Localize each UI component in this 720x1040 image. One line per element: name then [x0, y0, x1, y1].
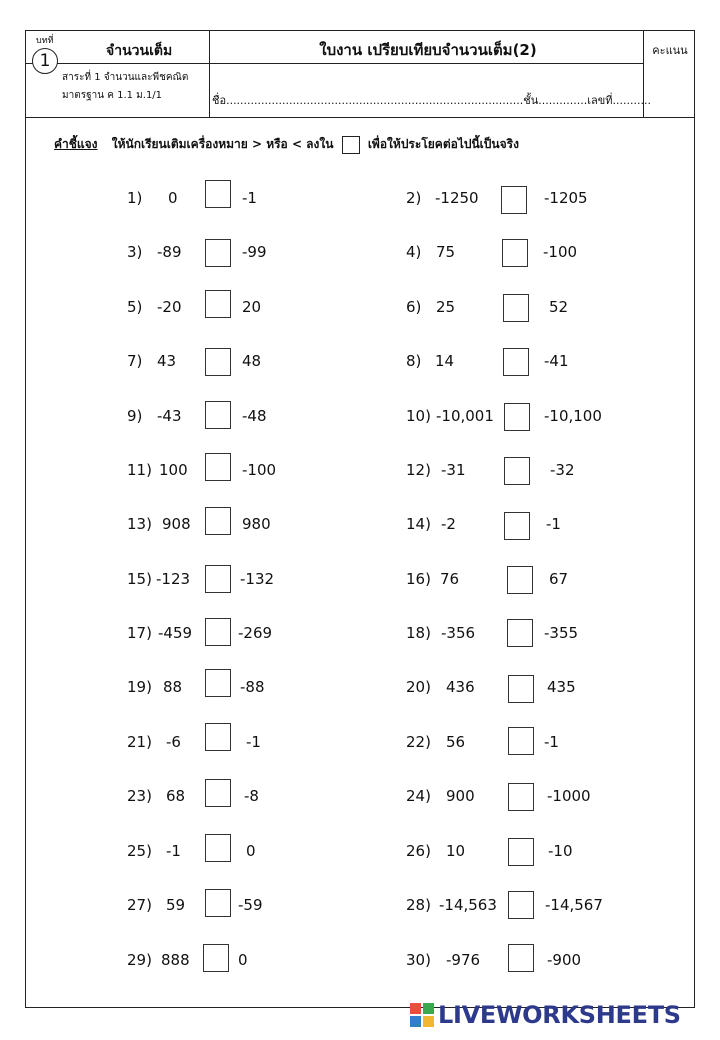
item-right-value: -100 — [242, 461, 277, 479]
answer-box[interactable] — [205, 507, 231, 535]
strand-line: สาระที่ 1 จำนวนและพีชคณิต — [62, 72, 189, 83]
item-number: 13) — [127, 515, 152, 533]
item-number: 25) — [127, 842, 152, 860]
name-class-number-line: ชื่อ.....................................................................................ชั้น..............เลขที่........... — [212, 94, 651, 107]
answer-box[interactable] — [508, 891, 534, 919]
answer-box[interactable] — [205, 239, 231, 267]
instruction-label: คำชี้แจง — [54, 137, 98, 151]
item-number: 1) — [127, 189, 143, 207]
item-left-value: -43 — [157, 407, 182, 425]
item-left-value: -459 — [158, 624, 193, 642]
item-right-value: -1 — [246, 733, 261, 751]
answer-box[interactable] — [503, 348, 529, 376]
item-right-value: 435 — [547, 678, 576, 696]
item-left-value: -356 — [441, 624, 476, 642]
item-left-value: 76 — [440, 570, 460, 588]
item-left-value: -89 — [157, 243, 182, 261]
answer-box[interactable] — [508, 675, 534, 703]
answer-box[interactable] — [205, 723, 231, 751]
item-right-value: -59 — [238, 896, 263, 914]
item-left-value: -10,001 — [436, 407, 494, 425]
item-number: 2) — [406, 189, 422, 207]
item-number: 20) — [406, 678, 431, 696]
item-left-value: 900 — [446, 787, 475, 805]
item-right-value: 67 — [549, 570, 569, 588]
answer-box[interactable] — [205, 453, 231, 481]
item-number: 3) — [127, 243, 143, 261]
item-left-value: 10 — [446, 842, 466, 860]
item-left-value: 888 — [161, 951, 190, 969]
item-right-value: -10,100 — [544, 407, 602, 425]
answer-box[interactable] — [205, 834, 231, 862]
item-left-value: -31 — [441, 461, 466, 479]
chapter-tag: บทที่ — [36, 36, 54, 46]
chapter-number: 1 — [32, 48, 58, 74]
item-right-value: -8 — [244, 787, 259, 805]
answer-box[interactable] — [205, 348, 231, 376]
liveworksheets-logo-icon — [410, 1003, 434, 1027]
worksheet-header — [26, 31, 694, 118]
answer-box[interactable] — [504, 457, 530, 485]
item-number: 17) — [127, 624, 152, 642]
answer-box[interactable] — [503, 294, 529, 322]
answer-box[interactable] — [504, 403, 530, 431]
item-right-value: 0 — [246, 842, 256, 860]
header-divider — [209, 31, 210, 117]
item-left-value: -1 — [166, 842, 181, 860]
item-number: 14) — [406, 515, 431, 533]
item-left-value: -6 — [166, 733, 181, 751]
instruction-text: ให้นักเรียนเติมเครื่องหมาย > หรือ < ลงใน — [111, 137, 334, 151]
answer-box[interactable] — [203, 944, 229, 972]
header-row-divider — [26, 63, 643, 64]
item-right-value: -1 — [544, 733, 559, 751]
item-number: 30) — [406, 951, 431, 969]
item-right-value: 48 — [242, 352, 262, 370]
item-number: 23) — [127, 787, 152, 805]
item-right-value: -14,567 — [545, 896, 603, 914]
item-left-value: 25 — [436, 298, 456, 316]
item-right-value: -100 — [543, 243, 578, 261]
unit-title: จำนวนเต็ม — [106, 43, 173, 59]
item-number: 24) — [406, 787, 431, 805]
item-right-value: -132 — [240, 570, 275, 588]
item-number: 22) — [406, 733, 431, 751]
answer-box[interactable] — [508, 944, 534, 972]
item-number: 6) — [406, 298, 422, 316]
instruction-text-end: เพื่อให้ประโยคต่อไปนี้เป็นจริง — [367, 137, 519, 151]
item-number: 5) — [127, 298, 143, 316]
item-left-value: 56 — [446, 733, 466, 751]
answer-box[interactable] — [504, 512, 530, 540]
item-right-value: 980 — [242, 515, 271, 533]
item-right-value: -269 — [238, 624, 273, 642]
item-right-value: 0 — [238, 951, 248, 969]
item-right-value: -1000 — [547, 787, 591, 805]
item-right-value: -1 — [546, 515, 561, 533]
item-number: 10) — [406, 407, 431, 425]
item-left-value: 100 — [159, 461, 188, 479]
item-number: 16) — [406, 570, 431, 588]
item-left-value: 59 — [166, 896, 186, 914]
item-number: 27) — [127, 896, 152, 914]
item-left-value: 908 — [162, 515, 191, 533]
item-left-value: -123 — [156, 570, 191, 588]
item-left-value: 88 — [163, 678, 183, 696]
answer-box[interactable] — [205, 565, 231, 593]
item-number: 11) — [127, 461, 152, 479]
item-right-value: -48 — [242, 407, 267, 425]
standard-line: มาตรฐาน ค 1.1 ม.1/1 — [62, 90, 163, 101]
item-right-value: -10 — [548, 842, 573, 860]
item-left-value: -1250 — [435, 189, 479, 207]
item-number: 15) — [127, 570, 152, 588]
item-right-value: -355 — [544, 624, 579, 642]
item-right-value: -32 — [550, 461, 575, 479]
score-label: คะแนน — [652, 44, 688, 57]
item-left-value: 75 — [436, 243, 456, 261]
strand-info — [62, 69, 188, 105]
item-number: 12) — [406, 461, 431, 479]
item-right-value: -88 — [240, 678, 265, 696]
item-right-value: -1205 — [544, 189, 588, 207]
item-right-value: -1 — [242, 189, 257, 207]
answer-box[interactable] — [501, 186, 527, 214]
item-right-value: 52 — [549, 298, 569, 316]
answer-box[interactable] — [502, 239, 528, 267]
answer-box[interactable] — [205, 669, 231, 697]
answer-box[interactable] — [205, 180, 231, 208]
answer-box[interactable] — [205, 779, 231, 807]
item-left-value: -976 — [446, 951, 481, 969]
item-number: 29) — [127, 951, 152, 969]
item-number: 9) — [127, 407, 143, 425]
instruction — [54, 135, 519, 154]
item-right-value: -99 — [242, 243, 267, 261]
item-left-value: -20 — [157, 298, 182, 316]
answer-box-sample — [342, 136, 360, 154]
answer-box[interactable] — [508, 783, 534, 811]
worksheet-frame — [25, 30, 695, 1008]
item-number: 7) — [127, 352, 143, 370]
answer-box[interactable] — [205, 889, 231, 917]
item-left-value: 14 — [435, 352, 455, 370]
item-left-value: 68 — [166, 787, 186, 805]
item-number: 4) — [406, 243, 422, 261]
item-left-value: 0 — [168, 189, 178, 207]
sheet-title: ใบงาน เปรียบเทียบจำนวนเต็ม(2) — [319, 41, 537, 59]
answer-box[interactable] — [507, 619, 533, 647]
answer-box[interactable] — [205, 401, 231, 429]
item-number: 28) — [406, 896, 431, 914]
answer-box[interactable] — [508, 838, 534, 866]
answer-box[interactable] — [507, 566, 533, 594]
item-number: 19) — [127, 678, 152, 696]
item-number: 8) — [406, 352, 422, 370]
answer-box[interactable] — [205, 618, 231, 646]
item-left-value: 43 — [157, 352, 177, 370]
answer-box[interactable] — [508, 727, 534, 755]
item-number: 21) — [127, 733, 152, 751]
item-left-value: 436 — [446, 678, 475, 696]
item-number: 26) — [406, 842, 431, 860]
item-right-value: -900 — [547, 951, 582, 969]
item-right-value: 20 — [242, 298, 262, 316]
answer-box[interactable] — [205, 290, 231, 318]
item-left-value: -2 — [441, 515, 456, 533]
liveworksheets-logo-text: LIVEWORKSHEETS — [438, 1001, 681, 1029]
item-right-value: -41 — [544, 352, 569, 370]
item-number: 18) — [406, 624, 431, 642]
item-left-value: -14,563 — [439, 896, 497, 914]
